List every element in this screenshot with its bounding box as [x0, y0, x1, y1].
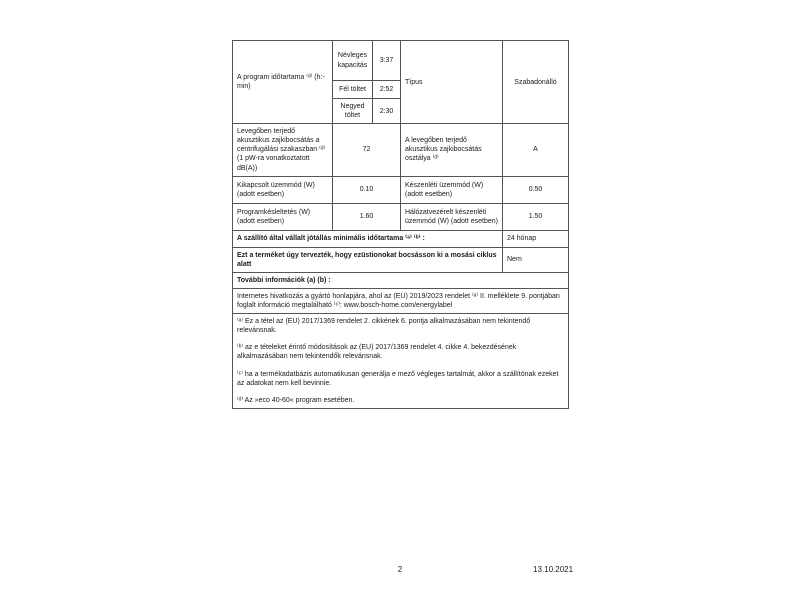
silver-ions-label: Ezt a terméket úgy tervezték, hogy ezüstionokat bocsásson ki a mosási ciklus alatt [233, 247, 503, 272]
half-load-value: 2:52 [373, 81, 401, 99]
page-number: 2 [397, 565, 403, 574]
footnotes-cell [233, 314, 569, 409]
silver-ions-value: Nem [503, 247, 569, 272]
footnote-c: ⁽ᶜ⁾ ha a termékadatbázis automatikusan generálja e mező végleges tartalmát, akkor a szállítónak ezeket az adatokat nem kell bevinnie. [237, 370, 559, 387]
footnote-d: ⁽ᵈ⁾ Az »eco 40-60« program esetében. [237, 396, 355, 404]
delay-start-label: Programkésleltetés (W) (adott esetben) [233, 203, 333, 230]
program-duration-label: A program időtartama ⁽ᵈ⁾ (h:-min) [233, 41, 333, 124]
footnote-a: ⁽ᵃ⁾ Ez a tétel az (EU) 2017/1369 rendelet 2. cikkének 6. pontja alkalmazásában nem tekintendő relevánsnak. [237, 318, 531, 335]
guarantee-value: 24 hónap [503, 230, 569, 247]
table-row-duration-1 [233, 41, 569, 81]
footnote-b: ⁽ᵇ⁾ az e tételeket érintő módosítások az (EU) 2017/1369 rendelet 4. cikke 4. bekezdésének alkalmazásában nem tekintendők relevánsnak. [237, 344, 517, 361]
table-row-guarantee [233, 230, 569, 247]
table-row-silver-ions [233, 247, 569, 272]
additional-info-heading: További információk (a) (b) : [233, 272, 569, 288]
half-load-label: Fél töltet [333, 81, 373, 99]
noise-emission-value: 72 [333, 124, 401, 176]
type-value: Szabadonálló [503, 41, 569, 124]
product-spec-table [232, 40, 569, 409]
networked-standby-label: Hálózatvezérelt készenléti üzemmód (W) (adott esetben) [401, 203, 503, 230]
nominal-capacity-value: 3:37 [373, 41, 401, 81]
standby-mode-value: 0.50 [503, 176, 569, 203]
off-mode-value: 0.10 [333, 176, 401, 203]
table-row-footnotes [233, 314, 569, 409]
table-row-noise [233, 124, 569, 176]
footer-date: 13.10.2021 [533, 565, 574, 574]
table-row-power-1 [233, 176, 569, 203]
standby-mode-label: Készenléti üzemmód (W) (adott esetben) [401, 176, 503, 203]
nominal-capacity-label: Névleges kapacitás [333, 41, 373, 81]
off-mode-label: Kikapcsolt üzemmód (W) (adott esetben) [233, 176, 333, 203]
table-row-power-2 [233, 203, 569, 230]
quarter-load-label: Negyed töltet [333, 99, 373, 124]
guarantee-label: A szállító által vállalt jótállás minimális időtartama ⁽ᵃ⁾ ⁽ᵇ⁾ : [233, 230, 503, 247]
noise-class-value: A [503, 124, 569, 176]
delay-start-value: 1.60 [333, 203, 401, 230]
manufacturer-link-text: Internetes hivatkozás a gyártó honlapjára, ahol az (EU) 2019/2023 rendelet ⁽ᵃ⁾ II. melléklete 9. pontjában foglalt információ megtalálható ⁽ᶜ⁾: www.bosch-home.com/energylabel [233, 288, 569, 313]
quarter-load-value: 2:30 [373, 99, 401, 124]
table-row-manufacturer-link [233, 288, 569, 313]
type-label: Típus [401, 41, 503, 124]
networked-standby-value: 1.50 [503, 203, 569, 230]
noise-class-label: A levegőben terjedő akusztikus zajkibocsátás osztálya ⁽ᵈ⁾ [401, 124, 503, 176]
noise-emission-label: Levegőben terjedő akusztikus zajkibocsátás a centrifugálási szakaszban ⁽ᵈ⁾ (1 pW-ra vonatkoztatott dB(A)) [233, 124, 333, 176]
table-row-additional-info-heading [233, 272, 569, 288]
